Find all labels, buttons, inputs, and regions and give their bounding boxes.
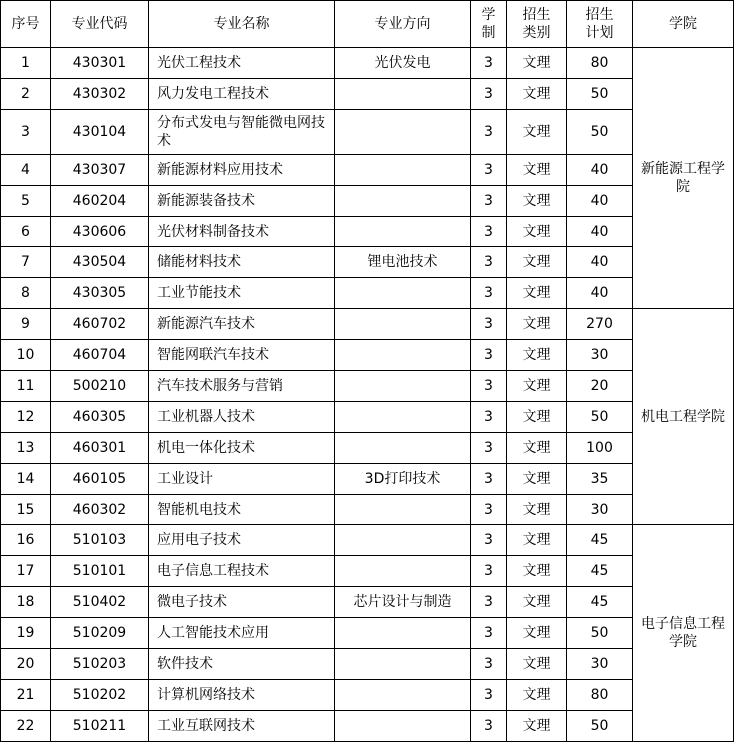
cell-direction xyxy=(335,154,471,185)
cell-direction: 锂电池技术 xyxy=(335,247,471,278)
cell-name: 新能源装备技术 xyxy=(149,185,335,216)
table-body xyxy=(1,48,734,742)
cell-name: 工业机器人技术 xyxy=(149,401,335,432)
cell-name: 智能机电技术 xyxy=(149,494,335,525)
cell-years: 3 xyxy=(471,618,507,649)
table-row xyxy=(1,432,734,463)
cell-type: 文理 xyxy=(507,371,567,402)
cell-plan: 50 xyxy=(567,109,633,154)
header-plan: 招生计划 xyxy=(567,1,633,48)
cell-type: 文理 xyxy=(507,185,567,216)
cell-type: 文理 xyxy=(507,340,567,371)
cell-code: 500210 xyxy=(51,371,149,402)
cell-code: 510103 xyxy=(51,525,149,556)
cell-years: 3 xyxy=(471,278,507,309)
cell-plan: 40 xyxy=(567,154,633,185)
cell-plan: 30 xyxy=(567,340,633,371)
cell-plan: 30 xyxy=(567,494,633,525)
header-code: 专业代码 xyxy=(51,1,149,48)
cell-no: 16 xyxy=(1,525,51,556)
cell-name: 智能网联汽车技术 xyxy=(149,340,335,371)
cell-years: 3 xyxy=(471,463,507,494)
cell-name: 光伏材料制备技术 xyxy=(149,216,335,247)
cell-direction: 光伏发电 xyxy=(335,48,471,79)
cell-name: 机电一体化技术 xyxy=(149,432,335,463)
cell-no: 6 xyxy=(1,216,51,247)
cell-name: 人工智能技术应用 xyxy=(149,618,335,649)
cell-type: 文理 xyxy=(507,309,567,340)
cell-code: 430305 xyxy=(51,278,149,309)
cell-type: 文理 xyxy=(507,463,567,494)
cell-no: 3 xyxy=(1,109,51,154)
cell-direction xyxy=(335,556,471,587)
cell-years: 3 xyxy=(471,587,507,618)
cell-name: 汽车技术服务与营销 xyxy=(149,371,335,402)
cell-direction xyxy=(335,401,471,432)
cell-plan: 80 xyxy=(567,679,633,710)
table-row xyxy=(1,185,734,216)
cell-type: 文理 xyxy=(507,494,567,525)
cell-no: 8 xyxy=(1,278,51,309)
cell-plan: 40 xyxy=(567,216,633,247)
cell-plan: 270 xyxy=(567,309,633,340)
cell-code: 460204 xyxy=(51,185,149,216)
cell-no: 7 xyxy=(1,247,51,278)
cell-type: 文理 xyxy=(507,154,567,185)
header-years: 学制 xyxy=(471,1,507,48)
cell-no: 19 xyxy=(1,618,51,649)
cell-code: 460302 xyxy=(51,494,149,525)
cell-code: 460105 xyxy=(51,463,149,494)
header-college: 学院 xyxy=(633,1,734,48)
cell-no: 17 xyxy=(1,556,51,587)
cell-years: 3 xyxy=(471,340,507,371)
table-row xyxy=(1,401,734,432)
cell-plan: 45 xyxy=(567,525,633,556)
cell-code: 460702 xyxy=(51,309,149,340)
table-row xyxy=(1,216,734,247)
cell-plan: 45 xyxy=(567,556,633,587)
cell-name: 微电子技术 xyxy=(149,587,335,618)
cell-no: 15 xyxy=(1,494,51,525)
cell-years: 3 xyxy=(471,710,507,741)
cell-name: 新能源材料应用技术 xyxy=(149,154,335,185)
cell-years: 3 xyxy=(471,154,507,185)
cell-no: 21 xyxy=(1,679,51,710)
table-row xyxy=(1,525,734,556)
cell-years: 3 xyxy=(471,48,507,79)
cell-plan: 30 xyxy=(567,649,633,680)
cell-direction xyxy=(335,340,471,371)
cell-no: 12 xyxy=(1,401,51,432)
cell-direction xyxy=(335,78,471,109)
cell-type: 文理 xyxy=(507,649,567,680)
cell-no: 11 xyxy=(1,371,51,402)
cell-years: 3 xyxy=(471,494,507,525)
cell-plan: 45 xyxy=(567,587,633,618)
cell-no: 14 xyxy=(1,463,51,494)
table-row xyxy=(1,679,734,710)
header-no: 序号 xyxy=(1,1,51,48)
cell-code: 460301 xyxy=(51,432,149,463)
cell-direction xyxy=(335,494,471,525)
cell-type: 文理 xyxy=(507,278,567,309)
cell-name: 工业设计 xyxy=(149,463,335,494)
cell-years: 3 xyxy=(471,247,507,278)
cell-college: 新能源工程学院 xyxy=(633,48,734,309)
cell-direction: 3D打印技术 xyxy=(335,463,471,494)
cell-code: 510101 xyxy=(51,556,149,587)
cell-code: 430307 xyxy=(51,154,149,185)
cell-name: 光伏工程技术 xyxy=(149,48,335,79)
cell-college: 电子信息工程学院 xyxy=(633,525,734,741)
cell-years: 3 xyxy=(471,78,507,109)
cell-years: 3 xyxy=(471,216,507,247)
cell-plan: 50 xyxy=(567,710,633,741)
cell-years: 3 xyxy=(471,309,507,340)
cell-code: 430504 xyxy=(51,247,149,278)
cell-no: 9 xyxy=(1,309,51,340)
cell-no: 2 xyxy=(1,78,51,109)
cell-years: 3 xyxy=(471,649,507,680)
cell-code: 430301 xyxy=(51,48,149,79)
cell-plan: 40 xyxy=(567,185,633,216)
cell-no: 18 xyxy=(1,587,51,618)
cell-years: 3 xyxy=(471,556,507,587)
table-row xyxy=(1,710,734,741)
cell-code: 510211 xyxy=(51,710,149,741)
cell-years: 3 xyxy=(471,185,507,216)
cell-code: 510402 xyxy=(51,587,149,618)
cell-type: 文理 xyxy=(507,525,567,556)
cell-code: 430302 xyxy=(51,78,149,109)
cell-plan: 50 xyxy=(567,618,633,649)
cell-name: 电子信息工程技术 xyxy=(149,556,335,587)
cell-name: 新能源汽车技术 xyxy=(149,309,335,340)
cell-plan: 100 xyxy=(567,432,633,463)
cell-plan: 40 xyxy=(567,247,633,278)
cell-direction xyxy=(335,309,471,340)
cell-no: 1 xyxy=(1,48,51,79)
cell-plan: 50 xyxy=(567,401,633,432)
cell-code: 510203 xyxy=(51,649,149,680)
header-name: 专业名称 xyxy=(149,1,335,48)
cell-type: 文理 xyxy=(507,556,567,587)
table-row xyxy=(1,494,734,525)
cell-code: 460704 xyxy=(51,340,149,371)
cell-direction xyxy=(335,109,471,154)
cell-direction xyxy=(335,618,471,649)
table-row xyxy=(1,618,734,649)
cell-years: 3 xyxy=(471,525,507,556)
cell-years: 3 xyxy=(471,401,507,432)
cell-code: 460305 xyxy=(51,401,149,432)
cell-code: 430606 xyxy=(51,216,149,247)
cell-type: 文理 xyxy=(507,679,567,710)
cell-type: 文理 xyxy=(507,216,567,247)
cell-name: 储能材料技术 xyxy=(149,247,335,278)
cell-type: 文理 xyxy=(507,48,567,79)
cell-no: 22 xyxy=(1,710,51,741)
cell-direction xyxy=(335,525,471,556)
table-row xyxy=(1,109,734,154)
cell-years: 3 xyxy=(471,432,507,463)
cell-code: 510202 xyxy=(51,679,149,710)
table-row xyxy=(1,278,734,309)
cell-name: 软件技术 xyxy=(149,649,335,680)
cell-type: 文理 xyxy=(507,109,567,154)
table-row xyxy=(1,587,734,618)
cell-years: 3 xyxy=(471,371,507,402)
table-row xyxy=(1,371,734,402)
table-row xyxy=(1,340,734,371)
cell-direction xyxy=(335,278,471,309)
table-row xyxy=(1,154,734,185)
cell-plan: 35 xyxy=(567,463,633,494)
cell-plan: 20 xyxy=(567,371,633,402)
cell-code: 430104 xyxy=(51,109,149,154)
cell-type: 文理 xyxy=(507,247,567,278)
cell-type: 文理 xyxy=(507,710,567,741)
table-row xyxy=(1,309,734,340)
cell-type: 文理 xyxy=(507,401,567,432)
cell-type: 文理 xyxy=(507,432,567,463)
cell-plan: 50 xyxy=(567,78,633,109)
cell-college: 机电工程学院 xyxy=(633,309,734,525)
header-type: 招生类别 xyxy=(507,1,567,48)
header-direction: 专业方向 xyxy=(335,1,471,48)
cell-direction xyxy=(335,679,471,710)
cell-type: 文理 xyxy=(507,618,567,649)
cell-direction xyxy=(335,710,471,741)
cell-code: 510209 xyxy=(51,618,149,649)
table-row xyxy=(1,556,734,587)
cell-type: 文理 xyxy=(507,78,567,109)
cell-direction xyxy=(335,432,471,463)
table-row xyxy=(1,48,734,79)
table-row xyxy=(1,463,734,494)
table-row xyxy=(1,78,734,109)
table-row xyxy=(1,247,734,278)
cell-no: 10 xyxy=(1,340,51,371)
cell-direction: 芯片设计与制造 xyxy=(335,587,471,618)
cell-no: 20 xyxy=(1,649,51,680)
cell-name: 分布式发电与智能微电网技术 xyxy=(149,109,335,154)
cell-no: 4 xyxy=(1,154,51,185)
cell-plan: 40 xyxy=(567,278,633,309)
cell-no: 5 xyxy=(1,185,51,216)
header-row xyxy=(1,1,734,48)
cell-no: 13 xyxy=(1,432,51,463)
cell-name: 工业互联网技术 xyxy=(149,710,335,741)
cell-direction xyxy=(335,649,471,680)
cell-direction xyxy=(335,216,471,247)
cell-name: 风力发电工程技术 xyxy=(149,78,335,109)
cell-years: 3 xyxy=(471,109,507,154)
cell-direction xyxy=(335,185,471,216)
cell-name: 应用电子技术 xyxy=(149,525,335,556)
cell-years: 3 xyxy=(471,679,507,710)
cell-name: 计算机网络技术 xyxy=(149,679,335,710)
cell-direction xyxy=(335,371,471,402)
cell-name: 工业节能技术 xyxy=(149,278,335,309)
table-row xyxy=(1,649,734,680)
cell-plan: 80 xyxy=(567,48,633,79)
cell-type: 文理 xyxy=(507,587,567,618)
